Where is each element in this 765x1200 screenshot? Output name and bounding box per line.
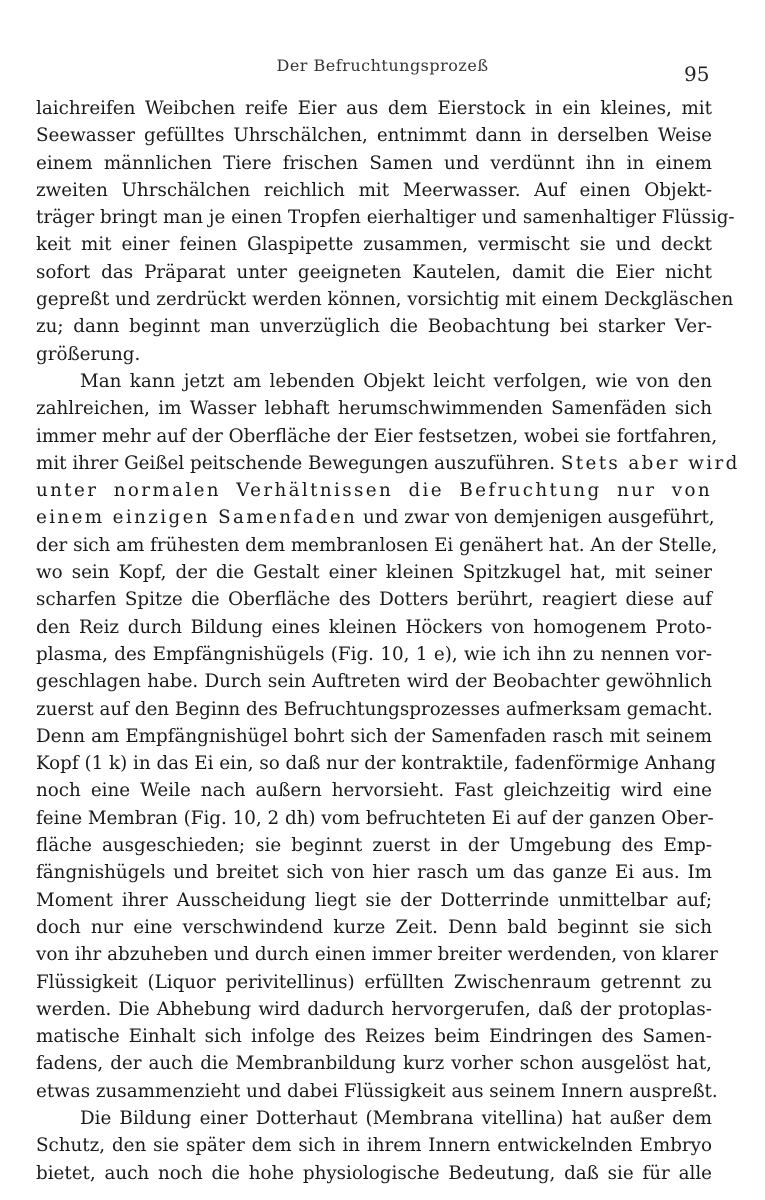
text-line: gepreßt und zerdrückt werden können, vorsichtig mit einem Deckgläschen xyxy=(36,289,734,311)
text-line: einem männlichen Tiere frischen Samen und verdünnt ihn in einem xyxy=(36,152,712,174)
text-line: zu; dann beginnt man unverzüglich die Beobachtung bei starker Ver- xyxy=(36,316,712,338)
text-line: Flüssigkeit (Liquor perivitellinus) erfüllten Zwischenraum getrennt zu xyxy=(36,971,712,993)
text-line: fläche ausgeschieden; sie beginnt zuerst in der Umgebung des Emp- xyxy=(36,835,712,857)
text-line: Kopf (1 k) in das Ei ein, so daß nur der kontraktile, fadenförmige Anhang xyxy=(36,753,716,775)
text-line: Schutz, den sie später dem sich in ihrem Innern entwickelnden Embryo xyxy=(36,1135,712,1157)
text-line: feine Membran (Fig. 10, 2 dh) vom befruchteten Ei auf der ganzen Ober- xyxy=(36,807,714,829)
emphasized-text: einem einzigen Samenfaden xyxy=(36,507,358,529)
text-line: werden. Die Abhebung wird dadurch hervorgerufen, daß der protoplas- xyxy=(36,998,712,1020)
text-line: den Reiz durch Bildung eines kleinen Höckers von homogenem Proto- xyxy=(36,616,712,638)
text-line: fadens, der auch die Membranbildung kurz vorher schon ausgelöst hat, xyxy=(36,1053,712,1075)
text-line: geschlagen habe. Durch sein Auftreten wird der Beobachter gewöhnlich xyxy=(36,671,712,693)
text-line: plasma, des Empfängnishügels (Fig. 10, 1 e), wie ich ihn zu nennen vor- xyxy=(36,643,712,665)
emphasized-text-line: unter normalen Verhältnissen die Befruchtung nur von xyxy=(36,480,712,502)
text-line: sofort das Präparat unter geeigneten Kautelen, damit die Eier nicht xyxy=(36,261,712,283)
text-line: zahlreichen, im Wasser lebhaft herumschwimmenden Samenfäden sich xyxy=(36,398,712,420)
emphasized-text: Stets aber wird xyxy=(560,452,740,474)
text-segment: und zwar von demjenigen ausgeführt, xyxy=(363,507,715,529)
text-line: träger bringt man je einen Tropfen eierhaltiger und samenhaltiger Flüssig- xyxy=(36,207,735,229)
text-line: doch nur eine verschwindend kurze Zeit. Denn bald beginnt sie sich xyxy=(36,916,712,938)
text-line: matische Einhalt sich infolge des Reizes beim Eindringen des Samen- xyxy=(36,1026,712,1048)
page-number: 95 xyxy=(684,62,710,86)
running-head: Der Befruchtungsprozeß xyxy=(276,56,489,75)
text-line: Moment ihrer Ausscheidung liegt sie der Dotterrinde unmittelbar auf; xyxy=(36,889,712,911)
text-line: keit mit einer feinen Glaspipette zusammen, vermischt sie und deckt xyxy=(36,234,712,256)
text-line: etwas zusammenzieht und dabei Flüssigkeit aus seinem Innern auspreßt. xyxy=(36,1080,718,1102)
text-line: laichreifen Weibchen reife Eier aus dem Eierstock in ein kleines, mit xyxy=(36,98,712,119)
text-line xyxy=(36,450,740,477)
text-line: wo sein Kopf, der die Gestalt einer kleinen Spitzkugel hat, mit seiner xyxy=(36,562,712,584)
text-line: von ihr abzuheben und durch einen immer breiter werdenden, von klarer xyxy=(36,944,718,966)
text-line: Man kann jetzt am lebenden Objekt leicht verfolgen, wie von den xyxy=(80,370,712,392)
text-line: Denn am Empfängnishügel bohrt sich der Samenfaden rasch mit seinem xyxy=(36,725,712,747)
text-line: noch eine Weile nach außern hervorsieht. Fast gleichzeitig wird eine xyxy=(36,780,712,802)
text-line: zuerst auf den Beginn des Befruchtungsprozesses aufmerksam gemacht. xyxy=(36,698,713,720)
text-line: bietet, auch noch die hohe physiologische Bedeutung, daß sie für alle xyxy=(36,1162,712,1184)
text-line xyxy=(36,504,715,531)
text-line: zweiten Uhrschälchen reichlich mit Meerwasser. Auf einen Objekt- xyxy=(36,179,712,201)
body-text xyxy=(36,95,740,1187)
text-line: Die Bildung einer Dotterhaut (Membrana vitellina) hat außer dem xyxy=(80,1107,712,1129)
text-line: scharfen Spitze die Oberfläche des Dotters berührt, reagiert diese auf xyxy=(36,589,712,611)
text-line: fängnishügels und breitet sich von hier rasch um das ganze Ei aus. Im xyxy=(36,862,712,884)
text-line: der sich am frühesten dem membranlosen Ei genähert hat. An der Stelle, xyxy=(36,534,718,556)
text-line: größerung. xyxy=(36,343,141,365)
text-line: Seewasser gefülltes Uhrschälchen, entnimmt dann in derselben Weise xyxy=(36,125,712,147)
text-segment: mit ihrer Geißel peitschende Bewegungen auszuführen. xyxy=(36,452,556,474)
text-line: immer mehr auf der Oberfläche der Eier festsetzen, wobei sie fortfahren, xyxy=(36,425,718,447)
